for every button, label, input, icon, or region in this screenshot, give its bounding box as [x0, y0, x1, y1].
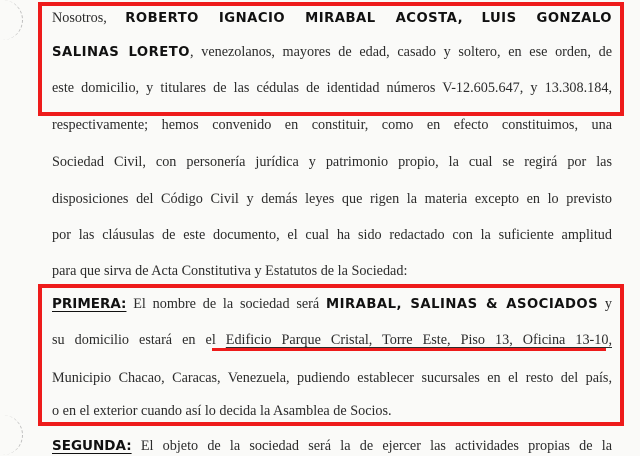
scan-edge-mark	[0, 415, 23, 455]
primera-line3: Municipio Chacao, Caracas, Venezuela, pudiendo establecer sucursales en el resto del país,	[52, 370, 612, 386]
paragraph1-line2	[52, 42, 612, 63]
person-name-2-cont: SALINAS LORETO	[52, 45, 190, 60]
paragraph1-line8: para que sirva de Acta Constitutiva y Estatutos de la Sociedad:	[52, 263, 408, 279]
paragraph1-line6: disposiciones del Código Civil y demás leyes que rigen la materia excepto en lo previsto	[52, 191, 612, 207]
primera-line2	[52, 330, 612, 350]
paragraph1-line5: Sociedad Civil, con personería jurídica y patrimonio propio, la cual se regirá por las	[52, 154, 612, 170]
line-text: su domicilio estará en el	[52, 332, 216, 348]
company-address: Edificio Parque Cristal, Torre Este, Piso 13, Oficina 13-10,	[225, 332, 612, 348]
paragraph1-line1	[52, 8, 612, 29]
person-name-2: LUIS GONZALO	[481, 11, 612, 26]
line-text: El nombre de la sociedad será	[133, 296, 320, 312]
company-name: MIRABAL, SALINAS & ASOCIADOS	[325, 297, 599, 312]
clause-heading-primera: PRIMERA:	[52, 296, 127, 312]
primera-line4: o en el exterior cuando así lo decida la Asamblea de Socios.	[52, 403, 392, 419]
paragraph1-line7: por las cláusulas de este documento, el cual ha sido redactado con la suficiente amplitud	[52, 227, 612, 243]
lead-text: Nosotros,	[52, 10, 107, 26]
paragraph1-line3: este domicilio, y titulares de las cédulas de identidad números V-12.605.647, y 13.308.184,	[52, 80, 612, 96]
name-separator: ,	[457, 11, 464, 26]
highlight-underline-address	[212, 348, 606, 351]
scan-edge-mark	[0, 0, 23, 40]
segunda-line1	[52, 436, 612, 456]
primera-line1	[52, 294, 612, 315]
person-name-1: ROBERTO IGNACIO MIRABAL ACOSTA	[125, 11, 458, 26]
line-text: y	[604, 296, 613, 312]
line-text: , venezolanos, mayores de edad, casado y soltero, en ese orden, de	[190, 44, 613, 60]
clause-heading-segunda: SEGUNDA:	[52, 438, 132, 454]
paragraph1-line4: respectivamente; hemos convenido en constituir, como en efecto constituimos, una	[52, 117, 612, 133]
line-text: El objeto de la sociedad será la de ejercer las actividades propias de la	[140, 438, 612, 454]
